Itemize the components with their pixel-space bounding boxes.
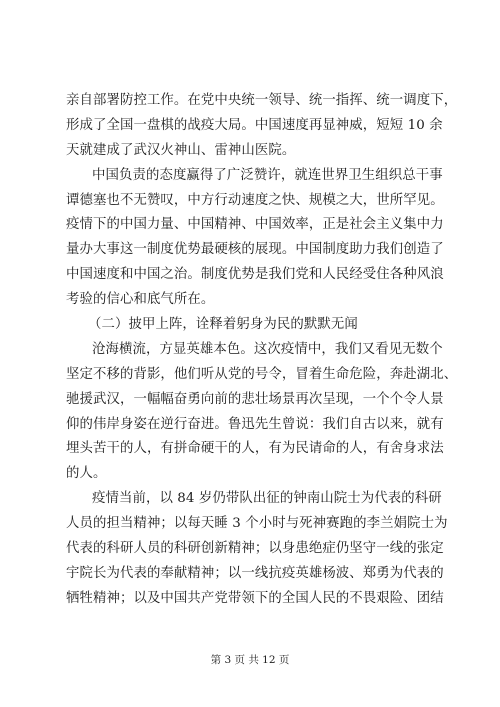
- text-line: 谭德塞也不无赞叹，中方行动速度之快、规模之大，世所罕见。: [66, 192, 444, 208]
- text-line: 埋头苦干的人，有拼命硬干的人，有为民请命的人，有舍身求法: [66, 441, 444, 457]
- text-line: 代表的科研人员的科研创新精神；以身患绝症仍坚守一线的张定: [66, 541, 444, 557]
- text-line: 形成了全国一盘棋的战疫大局。中国速度再显神威，短短 10 余: [66, 117, 443, 133]
- paragraph-start-line: 中国负责的态度赢得了广泛赞许，就连世界卫生组织总干事: [92, 167, 443, 183]
- text-line: 的人。: [66, 466, 107, 482]
- text-line: 驰援武汉，一幅幅奋勇向前的悲壮场景再次呈现，一个个令人景: [66, 391, 444, 407]
- text-line: 考验的信心和底气所在。: [66, 292, 215, 308]
- paragraph-start-line: 沧海横流，方显英雄本色。这次疫情中，我们又看见无数个: [92, 341, 443, 357]
- text-line: 中国速度和中国之治。制度优势是我们党和人民经受住各种风浪: [66, 267, 444, 283]
- text-line: 人员的担当精神；以每天睡 3 个小时与死神赛跑的李兰娟院士为: [66, 516, 448, 532]
- text-line: 仰的伟岸身姿在逆行奋进。鲁迅先生曾说：我们自古以来，就有: [66, 416, 444, 432]
- text-line: 疫情下的中国力量、中国精神、中国效率，正是社会主义集中力: [66, 217, 444, 233]
- document-body: [66, 89, 458, 612]
- paragraph-start-line: 疫情当前，以 84 岁仍带队出征的钟南山院士为代表的科研: [92, 491, 442, 507]
- text-line: 宇院长为代表的奉献精神；以一线抗疫英雄杨波、郑勇为代表的: [66, 565, 444, 581]
- text-line: 天就建成了武汉火神山、雷神山医院。: [66, 142, 296, 158]
- text-line: 量办大事这一制度优势最硬核的展现。中国制度助力我们创造了: [66, 242, 444, 258]
- text-line: 亲自部署防控工作。在党中央统一领导、统一指挥、统一调度下，: [66, 93, 458, 108]
- text-line: 牺牲精神；以及中国共产党带领下的全国人民的不畏艰险、团结: [66, 590, 444, 606]
- text-line: 坚定不移的背影，他们听从党的号令，冒着生命危险，奔赴湖北、: [66, 366, 458, 382]
- page-footer: 第 3 页 共 12 页: [210, 654, 290, 666]
- section-heading: （二）披甲上阵，诠释着躬身为民的默默无闻: [88, 317, 358, 333]
